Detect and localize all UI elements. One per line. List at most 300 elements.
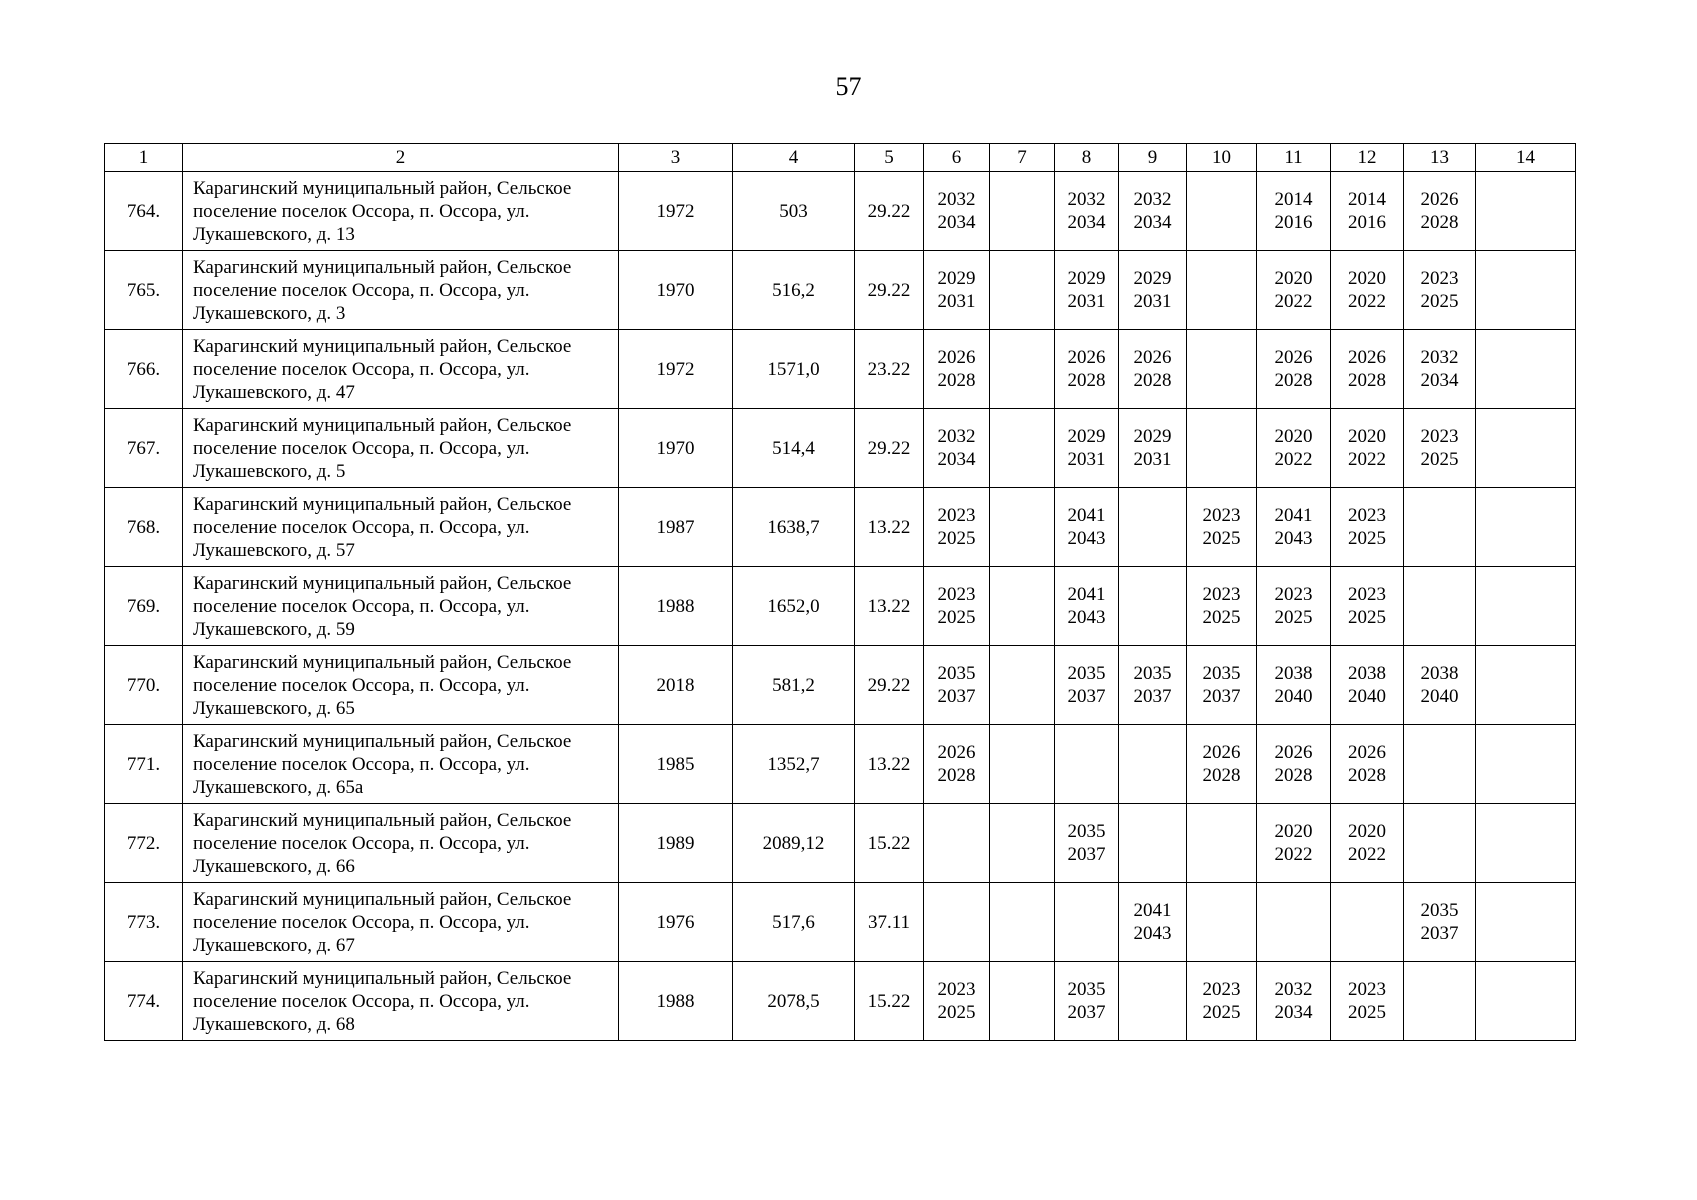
year-range-cell-13 [1404, 804, 1476, 883]
header-cell: 12 [1331, 144, 1404, 172]
table-row [105, 409, 1576, 488]
year-value: 2028 [1067, 370, 1106, 391]
address-line: поселение поселок Оссора, п. Оссора, ул. [193, 358, 530, 380]
year-value: 2043 [1067, 607, 1106, 628]
address-line: Лукашевского, д. 47 [193, 381, 355, 403]
address-line: Лукашевского, д. 65 [193, 697, 355, 719]
area-cell: 1638,7 [733, 488, 855, 567]
year-range-cell-8 [1055, 409, 1119, 488]
table-row [105, 725, 1576, 804]
code-cell: 15.22 [855, 962, 924, 1041]
address-line: Карагинский муниципальный район, Сельское [193, 493, 572, 515]
year-range-cell-13 [1404, 567, 1476, 646]
year-value: 2025 [937, 528, 976, 549]
year-range-cell-14 [1476, 488, 1576, 567]
row-number-cell: 764. [105, 172, 183, 251]
address-line: Лукашевского, д. 68 [193, 1013, 355, 1035]
year-range-cell-7 [990, 725, 1055, 804]
year-range-cell-10 [1187, 567, 1257, 646]
table-row [105, 567, 1576, 646]
year-value: 2043 [1067, 528, 1106, 549]
address-cell [183, 409, 619, 488]
year-value: 2032 [1133, 189, 1172, 210]
area-cell: 1652,0 [733, 567, 855, 646]
year-value: 2032 [1274, 979, 1313, 1000]
year-value: 2037 [1133, 686, 1172, 707]
year-range-cell-8 [1055, 488, 1119, 567]
year-range-cell-12 [1331, 883, 1404, 962]
year-range-cell-13 [1404, 488, 1476, 567]
year-value: 2023 [937, 584, 976, 605]
year-value: 2031 [1067, 291, 1106, 312]
year-range-cell-14 [1476, 962, 1576, 1041]
year-range-cell-12 [1331, 251, 1404, 330]
address-line: Лукашевского, д. 59 [193, 618, 355, 640]
code-cell: 37.11 [855, 883, 924, 962]
year-range-cell-6 [924, 646, 990, 725]
header-cell: 10 [1187, 144, 1257, 172]
year-range-cell-14 [1476, 172, 1576, 251]
build-year-cell: 1989 [619, 804, 733, 883]
address-cell [183, 567, 619, 646]
build-year-cell: 2018 [619, 646, 733, 725]
year-value: 2041 [1133, 900, 1172, 921]
year-range-cell-10 [1187, 172, 1257, 251]
header-cell: 13 [1404, 144, 1476, 172]
year-value: 2031 [937, 291, 976, 312]
header-cell: 8 [1055, 144, 1119, 172]
year-range-cell-10 [1187, 251, 1257, 330]
build-year-cell: 1972 [619, 330, 733, 409]
address-line: Карагинский муниципальный район, Сельское [193, 256, 572, 278]
year-range-cell-8 [1055, 962, 1119, 1041]
code-cell: 29.22 [855, 251, 924, 330]
year-range-cell-8 [1055, 883, 1119, 962]
year-value: 2035 [1067, 821, 1106, 842]
year-range-cell-7 [990, 251, 1055, 330]
year-value: 2040 [1348, 686, 1386, 707]
year-range-cell-12 [1331, 962, 1404, 1041]
area-cell: 1571,0 [733, 330, 855, 409]
year-value: 2037 [1202, 686, 1241, 707]
year-range-cell-6 [924, 567, 990, 646]
year-value: 2032 [1420, 347, 1459, 368]
year-range-cell-8 [1055, 725, 1119, 804]
header-cell: 6 [924, 144, 990, 172]
year-range-cell-11 [1257, 725, 1331, 804]
year-value: 2035 [1067, 663, 1106, 684]
year-value: 2022 [1348, 449, 1386, 470]
year-range-cell-7 [990, 883, 1055, 962]
year-range-cell-12 [1331, 646, 1404, 725]
address-line: Карагинский муниципальный район, Сельское [193, 651, 572, 673]
build-year-cell: 1988 [619, 962, 733, 1041]
table-row [105, 883, 1576, 962]
year-value: 2026 [1274, 347, 1313, 368]
year-value: 2041 [1067, 584, 1106, 605]
year-range-cell-11 [1257, 488, 1331, 567]
address-line: Лукашевского, д. 3 [193, 302, 346, 324]
year-range-cell-8 [1055, 251, 1119, 330]
year-range-cell-8 [1055, 567, 1119, 646]
build-year-cell: 1976 [619, 883, 733, 962]
year-value: 2032 [937, 426, 976, 447]
address-cell [183, 646, 619, 725]
year-value: 2025 [1274, 607, 1313, 628]
year-range-cell-10 [1187, 488, 1257, 567]
year-value: 2028 [1202, 765, 1241, 786]
year-value: 2020 [1274, 268, 1313, 289]
year-range-cell-10 [1187, 409, 1257, 488]
header-cell: 4 [733, 144, 855, 172]
row-number-cell: 766. [105, 330, 183, 409]
year-value: 2034 [1133, 212, 1172, 233]
year-range-cell-9 [1119, 330, 1187, 409]
address-line: Карагинский муниципальный район, Сельское [193, 809, 572, 831]
area-cell: 517,6 [733, 883, 855, 962]
year-range-cell-11 [1257, 646, 1331, 725]
address-line: Лукашевского, д. 5 [193, 460, 346, 482]
year-value: 2028 [1274, 370, 1313, 391]
row-number-cell: 773. [105, 883, 183, 962]
year-range-cell-14 [1476, 567, 1576, 646]
year-range-cell-9 [1119, 488, 1187, 567]
year-value: 2025 [937, 607, 976, 628]
address-line: поселение поселок Оссора, п. Оссора, ул. [193, 279, 530, 301]
address-line: поселение поселок Оссора, п. Оссора, ул. [193, 437, 530, 459]
year-value: 2034 [1420, 370, 1459, 391]
year-range-cell-7 [990, 488, 1055, 567]
year-value: 2029 [1133, 268, 1172, 289]
year-range-cell-11 [1257, 804, 1331, 883]
year-range-cell-6 [924, 488, 990, 567]
year-value: 2014 [1348, 189, 1386, 210]
address-line: поселение поселок Оссора, п. Оссора, ул. [193, 595, 530, 617]
row-number-cell: 771. [105, 725, 183, 804]
year-range-cell-12 [1331, 567, 1404, 646]
year-value: 2023 [1420, 268, 1459, 289]
year-range-cell-11 [1257, 962, 1331, 1041]
year-range-cell-7 [990, 330, 1055, 409]
year-range-cell-8 [1055, 330, 1119, 409]
year-range-cell-12 [1331, 409, 1404, 488]
year-value: 2040 [1274, 686, 1313, 707]
year-value: 2025 [1420, 291, 1459, 312]
address-cell [183, 725, 619, 804]
area-cell: 1352,7 [733, 725, 855, 804]
build-year-cell: 1988 [619, 567, 733, 646]
year-range-cell-8 [1055, 646, 1119, 725]
year-value: 2020 [1274, 426, 1313, 447]
year-range-cell-7 [990, 567, 1055, 646]
table-row [105, 172, 1576, 251]
data-table [104, 143, 1576, 1041]
year-range-cell-6 [924, 725, 990, 804]
build-year-cell: 1985 [619, 725, 733, 804]
year-value: 2026 [1420, 189, 1459, 210]
address-line: Карагинский муниципальный район, Сельское [193, 414, 572, 436]
year-value: 2028 [1348, 765, 1386, 786]
year-value: 2023 [1348, 979, 1386, 1000]
year-value: 2026 [1348, 742, 1386, 763]
header-row [105, 144, 1576, 172]
year-range-cell-13 [1404, 409, 1476, 488]
year-range-cell-10 [1187, 725, 1257, 804]
year-range-cell-13 [1404, 883, 1476, 962]
code-cell: 13.22 [855, 567, 924, 646]
address-line: Лукашевского, д. 57 [193, 539, 355, 561]
year-value: 2031 [1133, 449, 1172, 470]
year-value: 2028 [1420, 212, 1459, 233]
year-value: 2023 [1274, 584, 1313, 605]
address-cell [183, 488, 619, 567]
year-range-cell-10 [1187, 804, 1257, 883]
row-number-cell: 772. [105, 804, 183, 883]
year-range-cell-10 [1187, 330, 1257, 409]
year-value: 2028 [937, 765, 976, 786]
address-line: Карагинский муниципальный район, Сельское [193, 730, 572, 752]
year-range-cell-11 [1257, 567, 1331, 646]
year-value: 2037 [1067, 844, 1106, 865]
year-value: 2035 [1067, 979, 1106, 1000]
address-cell [183, 962, 619, 1041]
year-value: 2041 [1274, 505, 1313, 526]
code-cell: 23.22 [855, 330, 924, 409]
header-cell: 2 [183, 144, 619, 172]
address-line: Лукашевского, д. 65а [193, 776, 364, 798]
year-range-cell-13 [1404, 172, 1476, 251]
year-range-cell-9 [1119, 962, 1187, 1041]
year-value: 2023 [1420, 426, 1459, 447]
year-range-cell-13 [1404, 646, 1476, 725]
year-value: 2025 [1420, 449, 1459, 470]
table-body [105, 172, 1576, 1041]
year-value: 2026 [1067, 347, 1106, 368]
year-value: 2026 [937, 347, 976, 368]
year-value: 2037 [1067, 686, 1106, 707]
year-range-cell-14 [1476, 251, 1576, 330]
year-range-cell-7 [990, 409, 1055, 488]
year-value: 2026 [1133, 347, 1172, 368]
year-range-cell-13 [1404, 251, 1476, 330]
code-cell: 29.22 [855, 646, 924, 725]
code-cell: 13.22 [855, 725, 924, 804]
year-value: 2035 [1133, 663, 1172, 684]
year-range-cell-9 [1119, 409, 1187, 488]
year-value: 2026 [1202, 742, 1241, 763]
area-cell: 516,2 [733, 251, 855, 330]
year-value: 2029 [1133, 426, 1172, 447]
year-value: 2028 [1133, 370, 1172, 391]
build-year-cell: 1987 [619, 488, 733, 567]
year-value: 2026 [937, 742, 976, 763]
header-cell: 9 [1119, 144, 1187, 172]
year-range-cell-12 [1331, 172, 1404, 251]
year-value: 2028 [1274, 765, 1313, 786]
address-line: Лукашевского, д. 13 [193, 223, 355, 245]
year-value: 2040 [1420, 686, 1459, 707]
table-row [105, 330, 1576, 409]
year-value: 2026 [1274, 742, 1313, 763]
address-cell [183, 330, 619, 409]
year-value: 2037 [1067, 1002, 1106, 1023]
area-cell: 581,2 [733, 646, 855, 725]
year-range-cell-6 [924, 251, 990, 330]
year-range-cell-6 [924, 330, 990, 409]
year-range-cell-9 [1119, 725, 1187, 804]
year-range-cell-11 [1257, 409, 1331, 488]
year-range-cell-6 [924, 172, 990, 251]
year-value: 2025 [1348, 528, 1386, 549]
year-value: 2038 [1420, 663, 1459, 684]
year-value: 2028 [937, 370, 976, 391]
year-value: 2023 [937, 505, 976, 526]
year-range-cell-7 [990, 172, 1055, 251]
table-row [105, 646, 1576, 725]
year-value: 2025 [1202, 607, 1241, 628]
year-range-cell-9 [1119, 883, 1187, 962]
row-number-cell: 770. [105, 646, 183, 725]
year-range-cell-10 [1187, 962, 1257, 1041]
year-range-cell-6 [924, 804, 990, 883]
year-value: 2020 [1348, 821, 1386, 842]
year-range-cell-12 [1331, 804, 1404, 883]
year-value: 2041 [1067, 505, 1106, 526]
year-value: 2028 [1348, 370, 1386, 391]
year-range-cell-10 [1187, 883, 1257, 962]
year-range-cell-13 [1404, 962, 1476, 1041]
year-value: 2014 [1274, 189, 1313, 210]
year-value: 2035 [1202, 663, 1241, 684]
year-value: 2020 [1274, 821, 1313, 842]
year-range-cell-14 [1476, 330, 1576, 409]
year-range-cell-6 [924, 409, 990, 488]
build-year-cell: 1972 [619, 172, 733, 251]
year-range-cell-13 [1404, 725, 1476, 804]
year-value: 2022 [1348, 291, 1386, 312]
address-line: Карагинский муниципальный район, Сельское [193, 335, 572, 357]
address-cell [183, 172, 619, 251]
year-value: 2029 [1067, 268, 1106, 289]
address-line: поселение поселок Оссора, п. Оссора, ул. [193, 674, 530, 696]
address-line: поселение поселок Оссора, п. Оссора, ул. [193, 990, 530, 1012]
build-year-cell: 1970 [619, 251, 733, 330]
year-range-cell-14 [1476, 883, 1576, 962]
year-value: 2043 [1274, 528, 1313, 549]
code-cell: 29.22 [855, 172, 924, 251]
year-value: 2034 [937, 212, 976, 233]
year-value: 2025 [1348, 1002, 1386, 1023]
header-cell: 7 [990, 144, 1055, 172]
year-range-cell-10 [1187, 646, 1257, 725]
year-value: 2035 [937, 663, 976, 684]
year-value: 2038 [1274, 663, 1313, 684]
year-range-cell-11 [1257, 330, 1331, 409]
year-range-cell-7 [990, 804, 1055, 883]
year-value: 2043 [1133, 923, 1172, 944]
code-cell: 15.22 [855, 804, 924, 883]
address-line: поселение поселок Оссора, п. Оссора, ул. [193, 200, 530, 222]
address-line: поселение поселок Оссора, п. Оссора, ул. [193, 516, 530, 538]
header-cell: 11 [1257, 144, 1331, 172]
address-line: Лукашевского, д. 67 [193, 934, 355, 956]
year-value: 2031 [1067, 449, 1106, 470]
year-value: 2025 [1202, 1002, 1241, 1023]
row-number-cell: 768. [105, 488, 183, 567]
year-range-cell-6 [924, 962, 990, 1041]
header-cell: 1 [105, 144, 183, 172]
year-range-cell-14 [1476, 409, 1576, 488]
year-value: 2034 [1274, 1002, 1313, 1023]
year-value: 2029 [1067, 426, 1106, 447]
year-range-cell-11 [1257, 172, 1331, 251]
code-cell: 13.22 [855, 488, 924, 567]
address-line: поселение поселок Оссора, п. Оссора, ул. [193, 832, 530, 854]
year-range-cell-9 [1119, 804, 1187, 883]
year-value: 2037 [937, 686, 976, 707]
address-cell [183, 804, 619, 883]
year-value: 2035 [1420, 900, 1459, 921]
address-line: поселение поселок Оссора, п. Оссора, ул. [193, 753, 530, 775]
table-row [105, 804, 1576, 883]
year-value: 2020 [1348, 426, 1386, 447]
year-range-cell-14 [1476, 646, 1576, 725]
year-range-cell-9 [1119, 251, 1187, 330]
year-value: 2022 [1274, 844, 1313, 865]
year-value: 2026 [1348, 347, 1386, 368]
year-value: 2025 [1348, 607, 1386, 628]
year-value: 2023 [1348, 584, 1386, 605]
header-cell: 5 [855, 144, 924, 172]
row-number-cell: 769. [105, 567, 183, 646]
year-value: 2023 [937, 979, 976, 1000]
year-value: 2038 [1348, 663, 1386, 684]
area-cell: 2089,12 [733, 804, 855, 883]
header-cell: 14 [1476, 144, 1576, 172]
year-range-cell-13 [1404, 330, 1476, 409]
year-value: 2023 [1348, 505, 1386, 526]
year-value: 2031 [1133, 291, 1172, 312]
row-number-cell: 765. [105, 251, 183, 330]
year-value: 2022 [1274, 449, 1313, 470]
code-cell: 29.22 [855, 409, 924, 488]
year-value: 2025 [937, 1002, 976, 1023]
year-range-cell-14 [1476, 725, 1576, 804]
address-line: Карагинский муниципальный район, Сельское [193, 177, 572, 199]
year-range-cell-9 [1119, 172, 1187, 251]
year-range-cell-6 [924, 883, 990, 962]
address-line: Карагинский муниципальный район, Сельское [193, 967, 572, 989]
table-row [105, 962, 1576, 1041]
table-header [105, 144, 1576, 172]
year-range-cell-14 [1476, 804, 1576, 883]
year-range-cell-11 [1257, 883, 1331, 962]
address-line: Лукашевского, д. 66 [193, 855, 355, 877]
year-value: 2037 [1420, 923, 1459, 944]
year-value: 2016 [1274, 212, 1313, 233]
header-cell: 3 [619, 144, 733, 172]
year-value: 2032 [1067, 189, 1106, 210]
year-value: 2020 [1348, 268, 1386, 289]
address-line: поселение поселок Оссора, п. Оссора, ул. [193, 911, 530, 933]
year-range-cell-12 [1331, 330, 1404, 409]
year-value: 2023 [1202, 979, 1241, 1000]
year-value: 2034 [1067, 212, 1106, 233]
area-cell: 503 [733, 172, 855, 251]
row-number-cell: 767. [105, 409, 183, 488]
year-value: 2023 [1202, 505, 1241, 526]
year-range-cell-11 [1257, 251, 1331, 330]
